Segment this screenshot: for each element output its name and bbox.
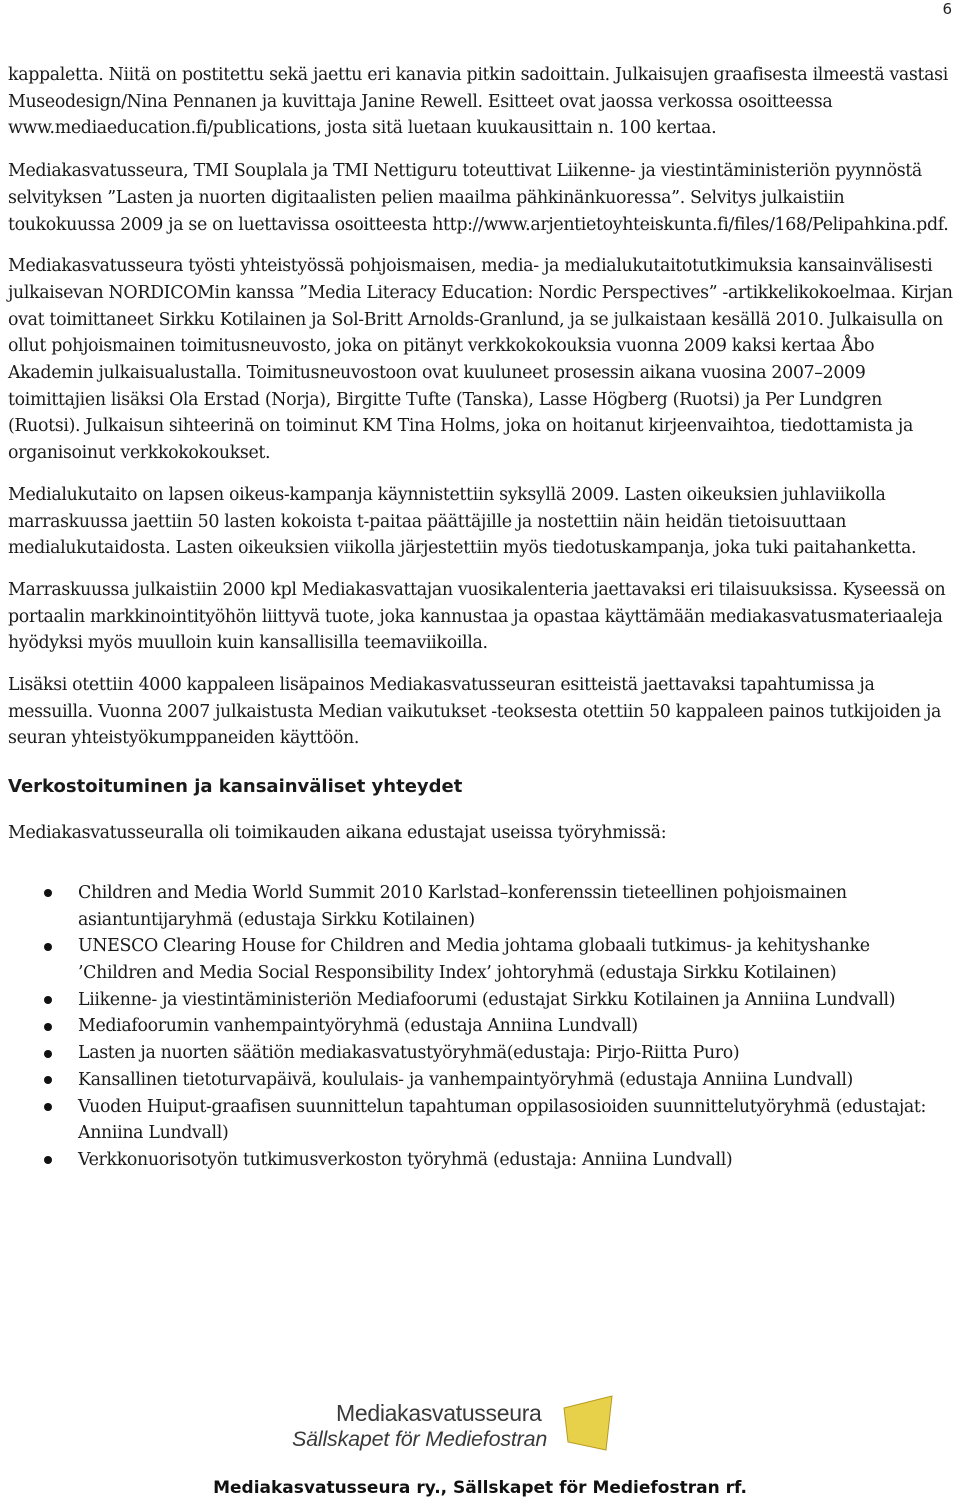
working-groups-list xyxy=(8,880,953,1174)
list-item-text: UNESCO Clearing House for Children and Media johtama globaali tutkimus- ja kehityshanke ’Children and Media Social Responsibility Index’ johtoryhmä (edustaja Sirkku Kotilainen) xyxy=(78,936,870,983)
list-item xyxy=(8,880,953,933)
logo-subtitle: Sällskapet för Mediefostran xyxy=(292,1427,548,1451)
section-intro: Mediakasvatusseuralla oli toimikauden aikana edustajat useissa työryhmissä: xyxy=(8,823,667,844)
paragraph-nordicom: Mediakasvatusseura työsti yhteistyössä pohjoismaisen, media- ja medialukutaitotutkimuksia kansainvälisesti julkaisevan NORDICOMin kanssa ”Media Literacy Education: Nordic Perspectives” -artikkelikokoelmaa. Kirjan ovat toimittaneet Sirkku Kotilainen ja Sol-Britt Arnolds-Granlund, ja se julkaistaan kesällä 2010. Julkaisulla on ollut pohjoismainen toimitusneuvosto, joka on pitänyt verkkokokouksia vuonna 2009 kaksi kertaa Åbo Akademin julkaisualustalla. Toimitusneuvostoon ovat kuuluneet prosessin aikana vuosina 2007–2009 toimittajien lisäksi Ola Erstad (Norja), Birgitte Tufte (Tanska), Lasse Högberg (Ruotsi) ja Per Lundgren (Ruotsi). Julkaisun sihteerinä on toiminut KM Tina Holms, joka on hoitanut kirjeenvaihtoa, tiedottamista ja organisoinut verkkokokoukset. xyxy=(8,256,953,464)
page-number: 6 xyxy=(942,0,952,18)
list-item-text: Verkkonuorisotyön tutkimusverkoston työryhmä (edustaja: Anniina Lundvall) xyxy=(78,1149,733,1170)
paragraph-campaign: Medialukutaito on lapsen oikeus-kampanja käynnistettiin syksyllä 2009. Lasten oikeuksien juhlaviikolla marraskuussa jaettiin 50 lasten kokoista t-paitaa päättäjille ja nostettiin näin heidän tietoisuuttaan medialukutaidosta. Lasten oikeuksien viikolla järjestettiin myös tiedotuskampanja, joka tuki paitahanketta. xyxy=(8,484,917,559)
list-item-text: Liikenne- ja viestintäministeriön Mediafoorumi (edustajat Sirkku Kotilainen ja Anniina Lundvall) xyxy=(78,989,896,1010)
list-item-text: Vuoden Huiput-graafisen suunnittelun tapahtuman oppilasosioiden suunnittelutyöryhmä (edustajat: Anniina Lundvall) xyxy=(78,1096,927,1144)
document-body xyxy=(8,62,953,1174)
footer: Mediakasvatusseura ry., Sällskapet för Mediefostran rf. xyxy=(213,1478,747,1498)
bullet-icon xyxy=(44,943,52,951)
paragraph-distribution: kappaletta. Niitä on postitettu sekä jaettu eri kanavia pitkin sadoittain. Julkaisujen graafisesta ilmeestä vastasi Museodesign/Nina Pennanen ja kuvittaja Janine Rewell. Esitteet ovat jaossa verkossa osoitteessa www.mediaeducation.fi/publications, josta sitä luetaan kuukausittain n. 100 kertaa. xyxy=(8,65,948,139)
list-item xyxy=(8,933,953,986)
bullet-icon xyxy=(44,1023,52,1031)
bullet-icon xyxy=(44,889,52,897)
paragraph-game-report: Mediakasvatusseura, TMI Souplala ja TMI Nettiguru toteuttivat Liikenne- ja viestintäministeriön pyynnöstä selvityksen ”Lasten ja nuorten digitaalisten pelien maailma pähkinänkuoressa”. Selvitys julkaistiin toukokuussa 2009 ja se on luettavissa osoitteesta http://www.arjentietoyhteiskunta.fi/files/168/Pelipahkina.pdf. xyxy=(8,161,949,235)
list-item xyxy=(8,1094,953,1147)
list-item xyxy=(8,1040,953,1067)
logo-mark-icon xyxy=(562,1394,614,1452)
list-item-text: Mediafoorumin vanhempaintyöryhmä (edustaja Anniina Lundvall) xyxy=(78,1016,638,1037)
list-item xyxy=(8,987,953,1014)
paragraph-reprint: Lisäksi otettiin 4000 kappaleen lisäpainos Mediakasvatusseuran esitteistä jaettavaksi tapahtumissa ja messuilla. Vuonna 2007 julkaistusta Median vaikutukset -teoksesta otettiin 50 kappaleen painos tutkijoiden ja seuran yhteistyökumppaneiden käyttöön. xyxy=(8,675,942,749)
organization-logo xyxy=(290,1394,615,1456)
bullet-icon xyxy=(44,1156,52,1164)
bullet-icon xyxy=(44,1050,52,1058)
logo-name: Mediakasvatusseura xyxy=(336,1400,542,1426)
bullet-icon xyxy=(44,1103,52,1111)
bullet-icon xyxy=(44,1076,52,1084)
bullet-icon xyxy=(44,996,52,1004)
paragraph-calendar: Marraskuussa julkaistiin 2000 kpl Mediakasvattajan vuosikalenteria jaettavaksi eri tilaisuuksissa. Kyseessä on portaalin markkinointityöhön liittyvä tuote, joka kannustaa ja opastaa käyttämään mediakasvatusmateriaaleja hyödyksi myös muulloin kuin kansallisilla teemaviikoilla. xyxy=(8,579,946,654)
list-item-text: Lasten ja nuorten säätiön mediakasvatustyöryhmä(edustaja: Pirjo-Riitta Puro) xyxy=(78,1043,740,1064)
list-item-text: Children and Media World Summit 2010 Karlstad–konferenssin tieteellinen pohjoismainen asiantuntijaryhmä (edustaja Sirkku Kotilainen) xyxy=(78,882,847,930)
section-heading: Verkostoituminen ja kansainväliset yhteydet xyxy=(8,776,463,798)
list-item-text: Kansallinen tietoturvapäivä, koululais- ja vanhempaintyöryhmä (edustaja Anniina Lundvall) xyxy=(78,1069,853,1090)
list-item xyxy=(8,1067,953,1094)
list-item xyxy=(8,1013,953,1040)
list-item xyxy=(8,1147,953,1174)
